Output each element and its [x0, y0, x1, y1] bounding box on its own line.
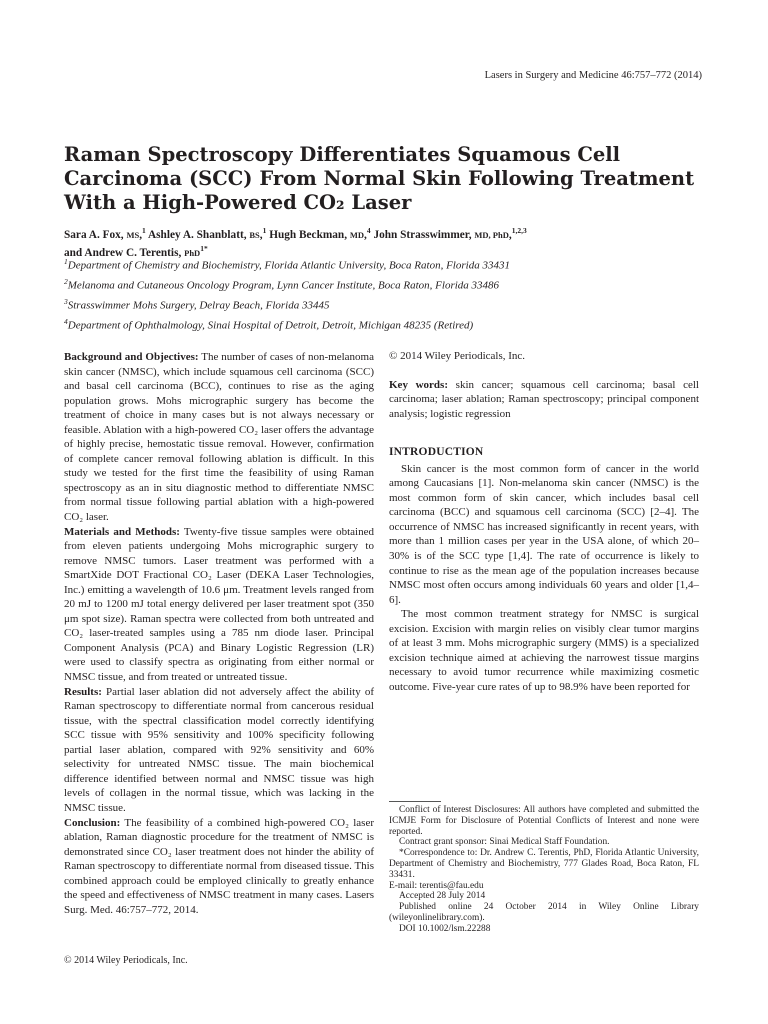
abstract-methods: [64, 525, 374, 685]
right-column: [389, 349, 699, 694]
affiliation-number: 2: [64, 276, 68, 286]
author-affil-mark: 4: [366, 226, 371, 235]
author-list: Sara A. Fox, MS,$^1$ Ashley A. Shanblatt, BS,$^1$ Hugh Beckman, MD,$^4$ John Strasswimmer, MD, PhD,$^{1,2,3}$ and Andrew C. Terentis, PhD$^{1*}$: [64, 226, 527, 259]
author-affil-mark: 1*: [200, 243, 208, 253]
footnote-grant: Contract grant sponsor: Sinai Medical Staff Foundation.: [399, 837, 610, 848]
author-name: Ashley A. Shanblatt,: [147, 228, 250, 241]
section-heading-introduction: INTRODUCTION: [389, 446, 484, 459]
affiliation-number: 1: [64, 257, 68, 266]
abstract-methods-label: Materials and Methods:: [64, 525, 180, 538]
page-footer-copyright: © 2014 Wiley Periodicals, Inc.: [64, 955, 188, 966]
affiliation-text: Department of Ophthalmology, Sinai Hospital of Detroit, Detroit, Michigan 48235 (Retired): [67, 319, 474, 332]
footnote-accepted: Accepted 28 July 2014: [399, 891, 486, 902]
abstract-conclusion: [64, 816, 374, 918]
footnote-divider: [389, 801, 441, 802]
abstract-column: [64, 350, 374, 917]
keywords-text: skin cancer; squamous cell carcinoma; basal cell carcinoma; laser ablation; Raman spectroscopy; principal component analysis; logistic regression: [389, 378, 699, 420]
affiliation-text: Strasswimmer Mohs Surgery, Delray Beach, Florida 33445: [67, 299, 330, 312]
author-degree: PhD: [184, 247, 201, 258]
author-affil-mark: 1: [142, 226, 146, 235]
author-degree: MD, PhD: [474, 229, 509, 240]
author-name: Sara A. Fox,: [64, 228, 127, 241]
affiliation-text: Department of Chemistry and Biochemistry, Florida Atlantic University, Boca Raton, Florida 33431: [67, 259, 510, 272]
abstract-conclusion-text: The feasibility of a combined high-powered CO₂ laser ablation, Raman diagnostic procedure for the treatment of NMSC is demonstrated since CO₂ laser treatment does not hinder the ability of Raman spectroscopy to differentiate normal from diseased tissue. This combined approach could be employed clinically to greatly enhance the speed and effectiveness of NMSC treatment in many cases. Lasers Surg. Med. 46:757–772, 2014.: [64, 816, 374, 916]
affiliation-number: 3: [64, 296, 68, 306]
abstract-results: [64, 685, 374, 816]
author-degree: BS: [249, 229, 260, 240]
footnote-doi: DOI 10.1002/lsm.22288: [399, 923, 491, 934]
footnote-published: Published online 24 October 2014 in Wiley Online Library (wileyonlinelibrary.com).: [389, 902, 699, 923]
abstract-background: [64, 350, 374, 525]
author-name: John Strasswimmer,: [373, 228, 475, 241]
footnotes: [389, 805, 699, 935]
author-affil-mark: 1: [262, 226, 267, 235]
affiliation: [64, 294, 708, 314]
author-degree: MS: [126, 229, 140, 240]
affiliation: [64, 254, 708, 274]
affiliation-text: Melanoma and Cutaneous Oncology Program, Lynn Cancer Institute, Boca Raton, Florida 33486: [67, 279, 500, 292]
footnote-correspondence: *Correspondence to: Dr. Andrew C. Terentis, PhD, Florida Atlantic University, Department of Chemistry and Biochemistry, 777 Glades Road, Boca Raton, FL 33431.: [389, 848, 699, 880]
author-name: and Andrew C. Terentis,: [64, 246, 185, 259]
footnote-email: E-mail: terentis@fau.edu: [389, 880, 484, 891]
abstract-copyright: © 2014 Wiley Periodicals, Inc.: [389, 350, 526, 362]
abstract-background-label: Background and Objectives:: [64, 351, 199, 363]
author-affil-mark: 1,2,3: [511, 226, 527, 235]
author-name: Hugh Beckman,: [269, 228, 350, 241]
affiliation-number: 4: [64, 316, 68, 326]
footnote-conflict: Conflict of Interest Disclosures: All authors have completed and submitted the ICMJE Form for Disclosure of Potential Conflicts of Interest and none were reported.: [389, 805, 699, 837]
abstract-methods-text: Twenty-five tissue samples were obtained from eleven patients undergoing Mohs micrographic surgery to remove NMSC tumors. Laser treatment was performed with a SmartXide DOT Fractional CO₂ Laser (DEKA Laser Technologies, Inc.) emitting a wavelength of 10.6 μm. Treatment levels ranged from 20 mJ to 1200 mJ total energy delivered per laser treatment spot (350 μm spot size). Raman spectra were collected from both untreated and CO₂ laser-treated samples using a 785 nm diode laser. Principal Component Analysis (PCA) and Binary Logistic Regression (LR) were used to classify spectra as originating from either normal or NMSC tissue, and from treated or untreated tissue.: [64, 525, 374, 684]
keywords-label: Key words:: [389, 378, 448, 391]
intro-paragraph: Skin cancer is the most common form of cancer in the world among Caucasians [1]. Non-melanoma skin cancer (NMSC) is the most common form of skin cancer, which includes basal cell carcinoma (BCC) and squamous cell carcinoma (SCC) [2–4]. The occurrence of NMSC has increased significantly in recent years, with more than 1 million cases per year in the USA alone, of which 20–30% is of the SCC type [1,4]. The rate of occurrence is likely to continue to rise as the mean age of the population increases because NMSC most often occurs among individuals 60 years and older [1,4–6].: [389, 462, 699, 606]
abstract-conclusion-label: Conclusion:: [64, 816, 121, 829]
intro-paragraph: The most common treatment strategy for NMSC is surgical excision. Excision with margin relies on visibly clear tumor margins of at least 3 mm. Mohs micrographic surgery (MMS) is a specialized excision technique aimed at achieving the narrowest tissue margins necessary to avoid tumor recurrence while maximizing cosmetic outcome. Five-year cure rates of up to 98.9% have been reported for: [389, 608, 699, 693]
affiliation: [64, 274, 708, 294]
keywords: [389, 378, 699, 422]
abstract-results-text: Partial laser ablation did not adversely affect the ability of Raman spectroscopy to differentiate normal from cancerous residual tissue, with the spectral classification model correctly identifying SCC tissue with 95% sensitivity and 100% specificity following partial laser ablation, compared with 92% sensitivity and 60% selectivity for untreated NMSC tissue. The main biochemical difference identified between normal and NMSC tissue was high levels of collagen in the normal tissue, which was lacking in the NMSC tissue.: [64, 685, 374, 814]
article-title: Raman Spectroscopy Differentiates Squamous Cell Carcinoma (SCC) From Normal Skin Following Treatment With a High-Powered CO₂ Laser: [64, 143, 695, 214]
abstract-results-label: Results:: [64, 685, 102, 698]
affiliation-list: [64, 254, 708, 334]
author-degree: MD: [349, 229, 365, 240]
journal-reference: Lasers in Surgery and Medicine 46:757–772 (2014): [484, 70, 702, 81]
abstract-background-text: The number of cases of non-melanoma skin cancer (NMSC), which include squamous cell carcinoma (SCC) and basal cell carcinoma (BCC), continues to rise as the aging population grows. Mohs micrographic surgery has become the treatment of choice in many cases but is not always necessary or feasible. Ablation with a high-powered CO₂ laser offers the advantage of highly precise, hemostatic tissue removal. However, confirmation of complete cancer removal following ablation is difficult. In this study we tested for the first time the feasibility of using Raman spectroscopy as an in situ diagnostic method to differentiate NMSC from normal tissue following partial ablation with a high-powered CO₂ laser.: [64, 351, 374, 524]
affiliation: [64, 314, 708, 334]
